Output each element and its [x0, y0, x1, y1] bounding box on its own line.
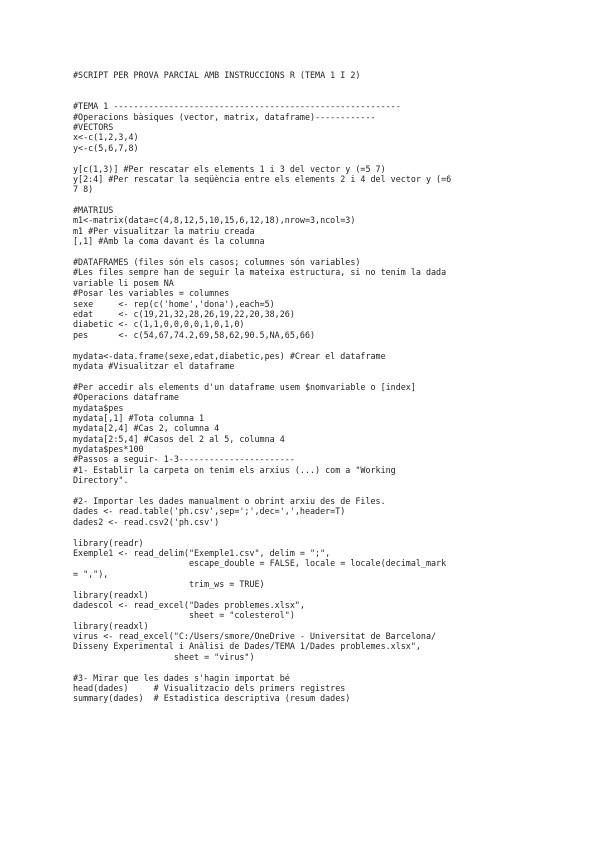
code-line: dades <- read.table('ph.csv',sep=';',dec=',',header=T): [73, 506, 346, 517]
code-line: sexe <- rep(c('home','dona'),each=5): [73, 298, 275, 309]
code-line: edat <- c(19,21,32,28,26,19,22,20,38,26): [73, 308, 295, 319]
code-line: Disseny Experimental i Anàlisi de Dades/TEMA 1/Dades problemes.xlsx",: [73, 641, 421, 652]
code-line: #Les files sempre han de seguir la mateixa estructura, si no tenim la dada: [73, 267, 447, 278]
code-line: #VECTORS: [73, 121, 114, 132]
code-line: #Per accedir als elements d'un dataframe usem $nomvariable o [index]: [73, 381, 416, 392]
code-line: trim_ws = TRUE): [73, 579, 265, 590]
code-line: [73, 153, 593, 163]
code-line: [73, 340, 593, 350]
code-line: mydata[2:5,4] #Casos del 2 al 5, columna 4: [73, 433, 285, 444]
code-line: virus <- read_excel("C:/Users/smore/OneDrive - Universitat de Barcelona/: [73, 631, 437, 642]
code-line: Exemple1 <- read_delim("Exemple1.csv", delim = ";",: [73, 547, 331, 558]
code-line: [73, 527, 593, 537]
code-line: [73, 80, 593, 90]
code-line: m1<-matrix(data=c(4,8,12,5,10,15,6,12,18),nrow=3,ncol=3): [73, 215, 356, 226]
code-line: [,1] #Amb la coma davant és la columna: [73, 236, 265, 247]
code-line: [73, 91, 593, 101]
code-line: #Posar les variables = columnes: [73, 288, 230, 299]
code-line: #MATRIUS: [73, 205, 114, 216]
code-line: dades2 <- read.csv2('ph.csv'): [73, 516, 220, 527]
code-line: escape_double = FALSE, locale = locale(decimal_mark: [73, 558, 447, 569]
code-line: variable li posem NA: [73, 277, 174, 288]
code-line: Directory".: [73, 475, 129, 486]
code-line: y[2:4] #Per rescatar la seqüència entre els elements 2 i 4 del vector y (=6: [73, 173, 452, 184]
code-line: sheet = "virus"): [73, 651, 255, 662]
code-line: #Operacions dataframe: [73, 392, 179, 403]
code-line: sheet = "colesterol"): [73, 610, 295, 621]
code-line: mydata[,1] #Tota columna 1: [73, 412, 205, 423]
code-line: y<-c(5,6,7,8): [73, 142, 139, 153]
code-line: mydata[2,4] #Cas 2, columna 4: [73, 423, 220, 434]
code-line: [73, 486, 593, 496]
code-line: mydata<-data.frame(sexe,edat,diabetic,pes) #Crear el dataframe: [73, 350, 386, 361]
code-line: #SCRIPT PER PROVA PARCIAL AMB INSTRUCCIONS R (TEMA 1 I 2): [73, 70, 361, 80]
code-line: 7 8): [73, 184, 94, 195]
code-line: #DATAFRAMES (files són els casos; columnes són variables): [73, 257, 361, 268]
code-line: y[c(1,3)] #Per rescatar els elements 1 i 3 del vector y (=5 7): [73, 163, 386, 174]
code-line: #2- Importar les dades manualment o obrint arxiu des de Files.: [73, 496, 386, 507]
code-line: [73, 371, 593, 381]
code-line: head(dades) # Visualitzacio dels primers registres: [73, 683, 346, 694]
code-line: pes <- c(54,67,74.2,69,58,62,90.5,NA,65,66): [73, 329, 316, 340]
code-line: mydata #Visualitzar el dataframe: [73, 360, 235, 371]
code-line: mydata$pes*100: [73, 444, 144, 455]
script-text[interactable]: [73, 70, 593, 704]
code-line: m1 #Per visualitzar la matriu creada: [73, 225, 255, 236]
code-line: summary(dades) # Estadistica descriptiva (resum dades): [73, 693, 351, 704]
code-line: x<-c(1,2,3,4): [73, 132, 139, 143]
code-line: mydata$pes: [73, 402, 124, 413]
code-line: dadescol <- read_excel("Dades problemes.xlsx",: [73, 599, 305, 610]
code-line: #1- Establir la carpeta on tenim els arxius (...) com a "Working: [73, 464, 396, 475]
code-line: library(readr): [73, 537, 144, 548]
code-line: [73, 662, 593, 672]
code-line: [73, 247, 593, 257]
code-line: = ","),: [73, 568, 109, 579]
code-line: #TEMA 1 ---------------------------------------------------------: [73, 101, 401, 112]
code-line: #3- Mirar que les dades s'hagin importat bé: [73, 672, 290, 683]
code-line: diabetic <- c(1,1,0,0,0,0,1,0,1,0): [73, 319, 245, 330]
code-line: [73, 195, 593, 205]
code-line: #Operacions bàsiques (vector, matrix, dataframe)------------: [73, 111, 376, 122]
code-line: #Passos a seguir- 1-3-----------------------: [73, 454, 295, 465]
code-line: library(readxl): [73, 589, 149, 600]
code-line: library(readxl): [73, 620, 149, 631]
